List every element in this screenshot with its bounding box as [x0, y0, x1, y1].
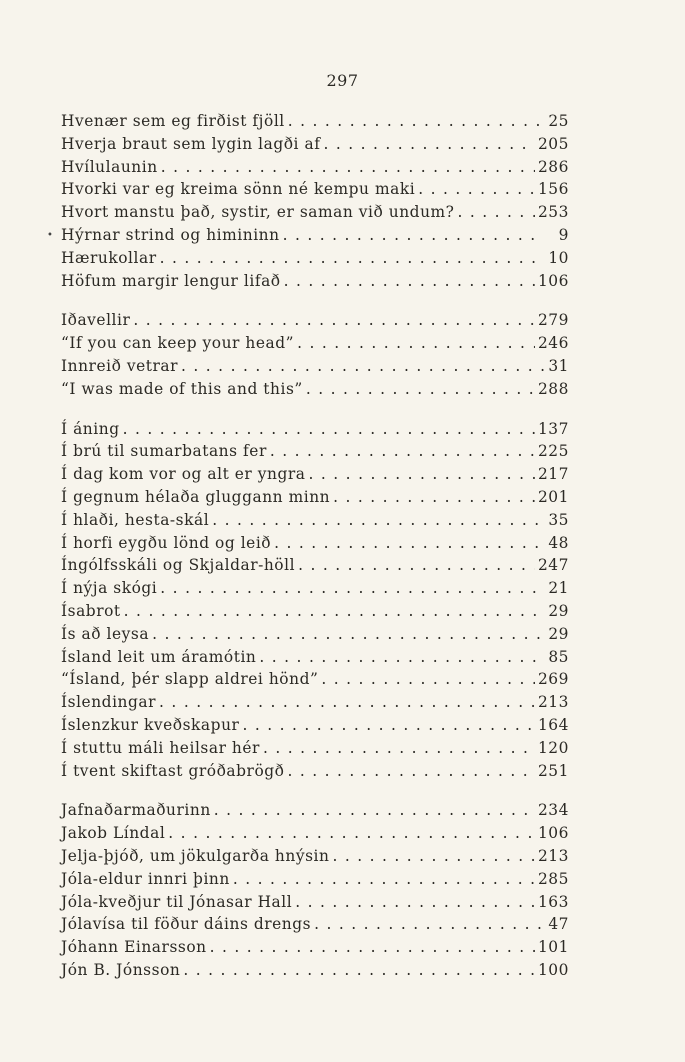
index-entry	[61, 760, 569, 783]
dot-leader	[160, 577, 544, 600]
entry-title: Iðavellir	[61, 311, 131, 330]
entry-page: 25	[548, 112, 569, 130]
dot-leader	[321, 668, 535, 691]
entry-page: 9	[558, 225, 569, 244]
index-entry	[61, 737, 569, 760]
dot-leader	[159, 691, 535, 714]
index-entry	[61, 554, 569, 577]
entry-title: Jólavísa til föður dáins drengs	[61, 915, 312, 934]
entry-title: Í brú til sumarbatans fer	[61, 442, 267, 461]
entry-title: Hverja braut sem lygin lagði af	[61, 134, 321, 153]
dot-leader	[306, 378, 535, 401]
entry-title: Hvort manstu það, systir, er saman við undum?	[61, 203, 455, 222]
index-group-j	[61, 799, 569, 981]
entry-title: Jelja-þjóð, um jökulgarða hnýsin	[61, 846, 330, 865]
index-entry	[61, 714, 569, 737]
entry-title: Í gegnum hélaða gluggann minn	[61, 487, 331, 506]
entry-page: 163	[537, 892, 569, 911]
index-entry	[61, 355, 569, 378]
index-entry	[61, 133, 569, 156]
dot-leader	[457, 201, 534, 224]
index-entry	[61, 224, 569, 247]
entry-page: 48	[548, 533, 569, 552]
dot-leader	[233, 868, 535, 891]
dot-leader	[309, 463, 535, 486]
index-entry	[61, 936, 569, 959]
entry-title: Hvílulaunin	[61, 157, 158, 176]
index-entry	[61, 913, 569, 936]
dot-leader	[297, 332, 535, 355]
dot-leader	[214, 799, 535, 822]
dot-leader	[124, 600, 544, 623]
entry-page: 286	[537, 157, 569, 176]
entry-title: Í horfi eygðu lönd og leið	[61, 533, 272, 552]
entry-title: Hýrnar strind og himininn	[61, 225, 280, 244]
index-entry	[61, 378, 569, 401]
entry-title: Jóhann Einarsson	[61, 938, 207, 957]
entry-page: 101	[537, 938, 569, 957]
index-entry	[61, 332, 569, 355]
entry-page: 106	[537, 824, 569, 843]
index-entry	[61, 577, 569, 600]
dot-leader	[295, 891, 535, 914]
entry-title: Hvenær sem eg firðist fjöll	[61, 112, 285, 130]
dot-leader	[242, 714, 535, 737]
entry-title: “Ísland, þér slapp aldrei hönd”	[61, 670, 319, 689]
index-entry	[61, 868, 569, 891]
index-entry	[61, 668, 569, 691]
dot-leader	[168, 822, 535, 845]
index-entry	[61, 646, 569, 669]
entry-title: Hærukollar	[61, 248, 157, 267]
entry-title: Ís að leysa	[61, 624, 150, 643]
entry-page: 29	[548, 624, 569, 643]
entry-title: Í áning	[61, 419, 120, 438]
entry-page: 205	[537, 134, 569, 153]
entry-title: Jón B. Jónsson	[61, 960, 181, 979]
index-group-i	[61, 309, 569, 400]
dot-leader	[283, 224, 544, 247]
index-entry	[61, 201, 569, 224]
entry-title: Í tvent skiftast gróðabrögð	[61, 761, 285, 780]
index-entry	[61, 799, 569, 822]
entry-page: 213	[537, 846, 569, 865]
entry-title: Jóla-kveðjur til Jónasar Hall	[61, 892, 293, 911]
index-list	[61, 110, 569, 982]
dot-leader	[212, 509, 544, 532]
index-entry	[61, 845, 569, 868]
entry-page: 120	[537, 738, 569, 757]
index-group-h	[61, 110, 569, 292]
entry-title: Í hlaði, hesta-skál	[61, 510, 210, 529]
index-entry	[61, 309, 569, 332]
entry-title: Íslendingar	[61, 693, 157, 712]
entry-page: 164	[537, 715, 569, 734]
dot-leader	[333, 486, 535, 509]
dot-leader	[332, 845, 535, 868]
entry-page: 47	[548, 915, 569, 934]
index-entry	[61, 270, 569, 293]
entry-page: 201	[537, 487, 569, 506]
entry-page: 234	[537, 801, 569, 820]
entry-title: Í dag kom vor og alt er yngra	[61, 465, 306, 484]
index-entry	[61, 600, 569, 623]
entry-title: “If you can keep your head”	[61, 334, 295, 353]
entry-title: Íngólfsskáli og Skjaldar-höll	[61, 556, 296, 575]
index-entry	[61, 486, 569, 509]
dot-leader	[323, 133, 535, 156]
entry-page: 225	[537, 442, 569, 461]
dot-leader	[288, 760, 535, 783]
dot-leader	[160, 247, 544, 270]
dot-leader	[181, 355, 544, 378]
entry-page: 137	[537, 419, 569, 438]
entry-page: 29	[548, 601, 569, 620]
dot-leader	[263, 737, 535, 760]
index-entry	[61, 959, 569, 982]
dot-leader	[314, 913, 544, 936]
entry-title: Höfum margir lengur lifað	[61, 271, 281, 290]
entry-page: 285	[537, 869, 569, 888]
entry-page: 288	[537, 379, 569, 398]
index-entry	[61, 178, 569, 201]
index-entry	[61, 440, 569, 463]
dot-leader	[298, 554, 535, 577]
dot-leader	[133, 309, 535, 332]
entry-title: Íslenzkur kveðskapur	[61, 715, 240, 734]
dot-leader	[152, 623, 544, 646]
dot-leader	[183, 959, 535, 982]
index-entry	[61, 691, 569, 714]
index-entry	[61, 156, 569, 179]
entry-title: Hvorki var eg kreima sönn né kempu maki	[61, 180, 416, 199]
dot-leader	[210, 936, 535, 959]
entry-title: Innreið vetrar	[61, 356, 179, 375]
dot-leader	[288, 110, 544, 133]
dot-leader	[284, 270, 535, 293]
entry-page: 35	[548, 510, 569, 529]
entry-title: Ísland leit um áramótin	[61, 647, 257, 666]
entry-title: Jafnaðarmaðurinn	[61, 801, 211, 820]
index-entry	[61, 509, 569, 532]
entry-page: 156	[537, 180, 569, 199]
entry-page: 247	[537, 556, 569, 575]
index-entry	[61, 247, 569, 270]
entry-title: “I was made of this and this”	[61, 379, 303, 398]
index-entry	[61, 110, 569, 133]
entry-page: 100	[537, 960, 569, 979]
entry-title: Í stuttu máli heilsar hér	[61, 738, 260, 757]
entry-page: 213	[537, 693, 569, 712]
dot-leader	[123, 418, 535, 441]
dot-leader	[270, 440, 535, 463]
entry-page: 246	[537, 334, 569, 353]
entry-page: 217	[537, 465, 569, 484]
index-entry	[61, 463, 569, 486]
margin-mark: •	[47, 230, 53, 241]
dot-leader	[418, 178, 535, 201]
index-group-i-accent	[61, 418, 569, 783]
entry-title: Jóla-eldur innri þinn	[61, 869, 230, 888]
index-entry	[61, 418, 569, 441]
index-entry	[61, 822, 569, 845]
entry-title: Ísabrot	[61, 601, 121, 620]
page-number: 297	[326, 71, 359, 90]
entry-page: 31	[548, 356, 569, 375]
entry-page: 269	[537, 670, 569, 689]
entry-page: 253	[537, 203, 569, 222]
dot-leader	[259, 646, 544, 669]
index-entry	[61, 532, 569, 555]
entry-page: 85	[548, 647, 569, 666]
dot-leader	[161, 156, 535, 179]
index-entry	[61, 623, 569, 646]
index-entry	[61, 891, 569, 914]
entry-page: 251	[537, 761, 569, 780]
dot-leader	[274, 532, 544, 555]
entry-page: 106	[537, 271, 569, 290]
entry-title: Jakob Líndal	[61, 824, 166, 843]
entry-title: Í nýja skógi	[61, 579, 158, 598]
entry-page: 279	[537, 311, 569, 330]
entry-page: 10	[548, 248, 569, 267]
entry-page: 21	[548, 579, 569, 598]
